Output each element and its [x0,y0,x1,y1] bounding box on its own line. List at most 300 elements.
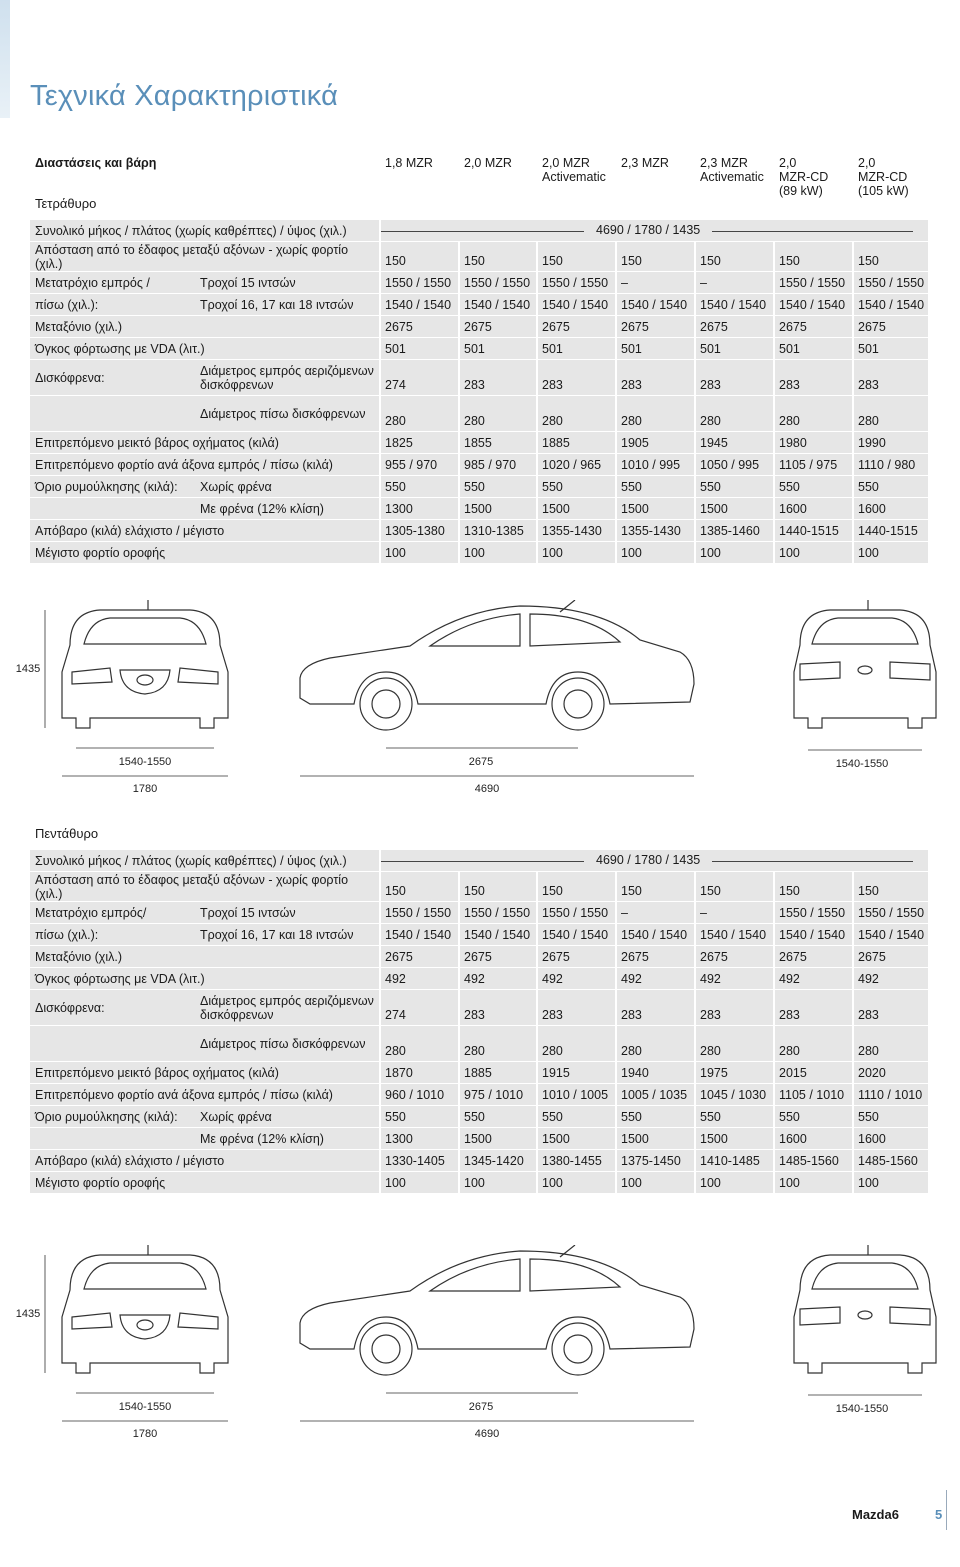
table-cell: 550 [542,1109,563,1124]
table-cell: 1500 [621,1131,649,1146]
accent-bar [0,0,10,118]
table-cell: 280 [385,414,406,428]
table-cell: 1540 / 1540 [700,297,767,312]
column-separator [773,242,775,271]
column-separator [694,454,696,475]
table-cell: 492 [542,971,563,986]
hatch-label: Πεντάθυρο [35,826,99,841]
column-separator [536,924,538,945]
column-separator [379,432,381,453]
footer-divider [946,1490,947,1530]
row-label: Μέγιστο φορτίο οροφής [35,545,166,560]
table-cell: 1550 / 1550 [385,275,452,290]
column-separator [458,520,460,541]
table-cell: 283 [621,1008,642,1022]
table-cell: 1600 [779,1131,807,1146]
column-separator [852,338,854,359]
table-cell: 550 [385,479,406,494]
column-header-line: 2,3 MZR [700,156,748,170]
table-cell: 550 [542,479,563,494]
row-label: πίσω (χιλ.): [35,927,99,942]
column-separator [536,396,538,431]
table-cell: – [700,905,707,920]
row-label: Απόβαρο (κιλά) ελάχιστο / μέγιστο [35,523,225,538]
column-separator [694,498,696,519]
table-cell: 150 [858,884,879,898]
table-cell: 550 [621,1109,642,1124]
table-cell: 150 [779,884,800,898]
column-separator [458,924,460,945]
column-separator [852,396,854,431]
table-cell: 1375-1450 [621,1153,681,1168]
table-cell: 1300 [385,501,413,516]
column-separator [773,316,775,337]
column-separator [773,1128,775,1149]
table-cell: 1600 [779,501,807,516]
table-cell: 550 [621,479,642,494]
column-separator [773,968,775,989]
column-separator [773,360,775,395]
table-cell: 501 [542,341,563,356]
table-cell: 1540 / 1540 [542,927,609,942]
side-front-wheel [360,678,412,730]
table-cell: 150 [700,254,721,268]
table-cell: 1540 / 1540 [464,927,531,942]
column-separator [773,272,775,293]
table-cell: 1550 / 1550 [779,275,846,290]
table-cell: 1500 [542,501,570,516]
table-cell: 1500 [700,1131,728,1146]
column-separator [536,360,538,395]
table-cell: 492 [385,971,406,986]
table-cell: 1550 / 1550 [542,905,609,920]
table-cell: 150 [385,884,406,898]
table-row [30,498,928,519]
column-separator [379,220,381,241]
row-label: Μετατρόχιο εμπρός / [35,275,150,290]
table-row [30,454,928,475]
column-header-line: MZR-CD [858,170,908,184]
table-cell: 283 [542,378,563,392]
column-separator [379,316,381,337]
column-separator [379,272,381,293]
row-sublabel: Διάμετρος πίσω δισκόφρενων [200,406,366,421]
front-windshield [84,618,206,644]
front-logo [137,675,153,685]
table-cell: 1990 [858,435,886,450]
table-cell: 1385-1460 [700,523,760,538]
table-row [30,220,928,241]
table-cell: 2675 [464,319,492,334]
table-cell: 280 [621,1044,642,1058]
column-separator [379,1062,381,1083]
column-separator [458,946,460,967]
table-cell: 1905 [621,435,649,450]
column-separator [773,990,775,1025]
column-separator [379,1172,381,1193]
table-cell: 283 [621,378,642,392]
page-number: 5 [935,1507,943,1522]
table-cell: 2675 [542,949,570,964]
table-cell: 550 [700,479,721,494]
column-separator [536,272,538,293]
column-separator [773,432,775,453]
height-label: 1435 [15,1308,41,1320]
table-cell: 501 [858,341,879,356]
column-separator [536,520,538,541]
column-separator [615,968,617,989]
table-cell: 1485-1560 [858,1153,918,1168]
column-separator [852,1172,854,1193]
column-separator [852,990,854,1025]
column-header-line: Activematic [700,170,764,184]
column-separator [852,968,854,989]
rear-window [812,1263,918,1289]
column-separator [773,520,775,541]
table-cell: 274 [385,378,406,392]
column-separator [458,476,460,497]
column-separator [615,924,617,945]
table-cell: 283 [700,378,721,392]
row-sublabel: Με φρένα (12% κλίση) [200,1131,324,1146]
table-cell: 1010 / 1005 [542,1087,609,1102]
column-separator [458,990,460,1025]
column-separator [458,294,460,315]
table-cell: 1550 / 1550 [464,905,531,920]
table-cell: 550 [858,479,879,494]
column-separator [536,990,538,1025]
column-separator [694,1106,696,1127]
row-label: Απόβαρο (κιλά) ελάχιστο / μέγιστο [35,1153,225,1168]
row-label: Επιτρεπόμενο φορτίο ανά άξονα εμπρός / πίσω (κιλά) [35,457,333,472]
column-separator [615,902,617,923]
column-separator [458,902,460,923]
table-cell: 100 [858,545,879,560]
table-cell: 150 [385,254,406,268]
table-cell: 1975 [700,1065,728,1080]
column-separator [773,454,775,475]
table-cell: 550 [700,1109,721,1124]
column-separator [458,968,460,989]
table-cell: 1500 [464,501,492,516]
table-row [30,432,928,453]
column-separator [615,872,617,901]
column-header-line: MZR-CD [779,170,829,184]
width-label: 1780 [132,783,158,795]
column-separator [536,1026,538,1061]
column-separator [773,396,775,431]
column-separator [615,294,617,315]
table-cell: 100 [542,545,563,560]
table-cell: 955 / 970 [385,457,438,472]
row-label: Επιτρεπόμενο μεικτό βάρος οχήματος (κιλά) [35,435,279,450]
column-separator [615,946,617,967]
column-separator [458,1128,460,1149]
table-cell: 550 [858,1109,879,1124]
table-row [30,946,928,967]
row-sublabel: Διάμετρος εμπρός αεριζόμενων δισκόφρενων [200,363,374,392]
row-sublabel: Τροχοί 16, 17 και 18 ιντσών [200,297,354,312]
column-separator [379,520,381,541]
row-label: Επιτρεπόμενο μεικτό βάρος οχήματος (κιλά) [35,1065,279,1080]
table-cell: 100 [858,1175,879,1190]
table-row [30,1172,928,1193]
column-separator [536,294,538,315]
table-cell: 100 [621,545,642,560]
front-track-label: 1540-1550 [118,756,172,768]
column-separator [773,872,775,901]
table-row [30,872,928,901]
table-cell: 1010 / 995 [621,457,681,472]
table-cell: 1540 / 1540 [464,297,531,312]
rear-view-body [794,610,936,728]
column-separator [852,1106,854,1127]
column-separator [852,520,854,541]
column-separator [536,902,538,923]
column-separator [773,338,775,359]
row-label: Όριο ρυμούλκησης (κιλά): [35,1109,178,1124]
column-separator [615,1172,617,1193]
table-cell: 2020 [858,1065,886,1080]
side-rear-rim [564,1335,592,1363]
row-label: Δισκόφρενα: [35,370,105,385]
table-cell: 283 [779,1008,800,1022]
table-cell: 1945 [700,435,728,450]
front-track-label: 1540-1550 [118,1401,172,1413]
table-cell: 280 [779,1044,800,1058]
column-separator [379,872,381,901]
table-cell: 1500 [700,501,728,516]
table-row [30,968,928,989]
table-cell: 1540 / 1540 [779,927,846,942]
column-separator [615,242,617,271]
table-cell: 1110 / 980 [858,457,916,472]
column-separator [458,1026,460,1061]
table-cell: 280 [700,414,721,428]
table-cell: 100 [700,545,721,560]
column-header-line: 2,0 [858,156,876,170]
column-header-line: 2,0 [779,156,797,170]
table-cell: – [700,275,707,290]
side-front-rim [372,690,400,718]
rear-track-label: 1540-1550 [835,758,889,770]
row-sublabel: Με φρένα (12% κλίση) [200,501,324,516]
table-cell: 1825 [385,435,413,450]
table-cell: 150 [700,884,721,898]
hatch-dimension-figure [0,1245,960,1445]
table-cell: 280 [464,1044,485,1058]
table-cell: 283 [700,1008,721,1022]
column-header [779,156,828,198]
column-separator [536,1128,538,1149]
table-cell: 550 [385,1109,406,1124]
side-front-rim [372,1335,400,1363]
side-rear-wheel [552,678,604,730]
column-separator [773,294,775,315]
table-cell: 2015 [779,1065,807,1080]
front-view-body [62,1255,228,1373]
column-separator [852,294,854,315]
column-separator [379,968,381,989]
column-separator [773,1084,775,1105]
table-cell: 1540 / 1540 [858,297,925,312]
table-cell: 492 [858,971,879,986]
column-separator [536,1106,538,1127]
column-separator [852,316,854,337]
table-cell: 1050 / 995 [700,457,760,472]
column-separator [458,1106,460,1127]
table-cell: 274 [385,1008,406,1022]
column-separator [379,902,381,923]
table-cell: 100 [621,1175,642,1190]
column-separator [694,520,696,541]
table-cell: 150 [858,254,879,268]
column-separator [458,454,460,475]
column-separator [615,1084,617,1105]
row-sublabel: Τροχοί 16, 17 και 18 ιντσών [200,927,354,942]
column-separator [694,902,696,923]
column-separator [379,294,381,315]
column-separator [458,872,460,901]
table-row [30,294,928,315]
table-cell: 150 [621,254,642,268]
table-row [30,850,928,871]
table-cell: 1550 / 1550 [542,275,609,290]
column-separator [773,498,775,519]
rear-window [812,618,918,644]
table-cell: 2675 [542,319,570,334]
table-cell: 1005 / 1035 [621,1087,688,1102]
table-cell: 100 [779,1175,800,1190]
table-cell: 501 [464,341,485,356]
table-row [30,316,928,337]
side-rear-rim [564,690,592,718]
column-separator [379,396,381,431]
row-label: Επιτρεπόμενο φορτίο ανά άξονα εμπρός / πίσω (κιλά) [35,1087,333,1102]
table-cell: 1550 / 1550 [779,905,846,920]
column-header [464,156,512,170]
table-cell: 1380-1455 [542,1153,602,1168]
column-separator [379,1128,381,1149]
front-windshield [84,1263,206,1289]
column-separator [458,316,460,337]
column-separator [694,968,696,989]
rear-view-body [794,1255,936,1373]
table-cell: 501 [779,341,800,356]
table-cell: 100 [542,1175,563,1190]
column-separator [615,1106,617,1127]
table-cell: 1305-1380 [385,523,445,538]
row-label: Μέγιστο φορτίο οροφής [35,1175,166,1190]
table-cell: 1500 [621,501,649,516]
table-cell: 1105 / 975 [779,457,838,472]
table-cell: 975 / 1010 [464,1087,524,1102]
column-separator [615,498,617,519]
table-cell: 492 [779,971,800,986]
column-separator [458,432,460,453]
column-separator [615,432,617,453]
column-separator [458,396,460,431]
column-header [542,156,606,184]
rear-lights [800,1307,930,1325]
table-cell: 283 [858,378,879,392]
column-separator [458,1084,460,1105]
column-header [621,156,669,170]
column-separator [773,902,775,923]
column-header-line: 2,0 MZR [464,156,512,170]
column-separator [852,454,854,475]
side-view-body [300,606,694,704]
column-separator [458,360,460,395]
column-separator [852,946,854,967]
table-cell: 2675 [858,319,886,334]
column-separator [694,1062,696,1083]
column-separator [694,1128,696,1149]
column-separator [458,1062,460,1083]
table-cell: 1885 [464,1065,492,1080]
column-separator [536,1062,538,1083]
table-cell: 1500 [542,1131,570,1146]
table-cell: 280 [858,414,879,428]
table-cell: 280 [385,1044,406,1058]
column-separator [536,476,538,497]
table-cell: 150 [542,254,563,268]
column-separator [615,396,617,431]
table-cell: 1550 / 1550 [858,275,925,290]
column-separator [379,498,381,519]
table-cell: – [621,275,628,290]
front-grille [120,1315,170,1339]
column-separator [773,1106,775,1127]
row-label: Όριο ρυμούλκησης (κιλά): [35,479,178,494]
rear-lights [800,662,930,680]
wheelbase-label: 2675 [468,1401,494,1413]
table-cell: 150 [542,884,563,898]
table-cell: 2675 [858,949,886,964]
table-cell: 283 [464,378,485,392]
column-separator [773,1062,775,1083]
row-sublabel: Διάμετρος εμπρός αεριζόμενων δισκόφρενων [200,993,374,1022]
table-cell: 2675 [385,319,413,334]
column-separator [852,432,854,453]
column-separator [852,924,854,945]
table-cell: 960 / 1010 [385,1087,445,1102]
column-separator [615,454,617,475]
brand-name: Mazda6 [852,1507,899,1522]
table-cell: 283 [858,1008,879,1022]
column-separator [379,1106,381,1127]
table-cell: 1345-1420 [464,1153,524,1168]
table-cell: 1020 / 965 [542,457,602,472]
column-separator [852,498,854,519]
column-separator [852,1150,854,1171]
table-cell: 100 [385,1175,406,1190]
column-separator [615,1128,617,1149]
table-cell: 2675 [621,319,649,334]
column-separator [694,476,696,497]
page-title: Τεχνικά Χαρακτηριστικά [30,80,339,112]
side-rear-wheel [552,1323,604,1375]
table-row [30,1084,928,1105]
column-separator [694,1084,696,1105]
column-separator [694,338,696,359]
column-separator [536,872,538,901]
table-cell: 100 [464,1175,485,1190]
table-cell: 501 [700,341,721,356]
table-cell: 280 [542,414,563,428]
column-separator [852,1062,854,1083]
table-cell: 550 [464,479,485,494]
